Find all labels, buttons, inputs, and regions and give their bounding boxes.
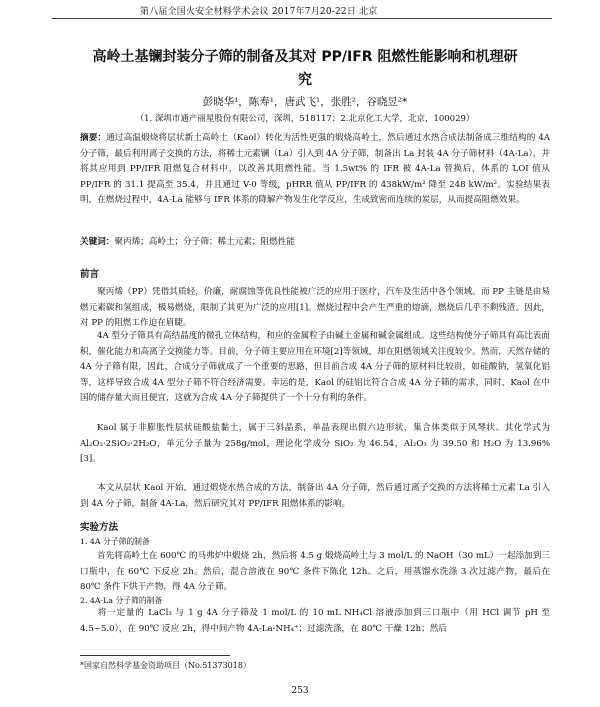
keywords-label: 关键词：: [80, 237, 115, 247]
keywords: [80, 235, 550, 247]
header-rule: [52, 18, 552, 19]
method-subheading-1: 1. 4A 分子筛的制备: [80, 537, 150, 546]
abstract: [80, 131, 550, 209]
intro-paragraph-1: 聚丙烯（PP）凭借其质轻，价廉，耐腐蚀等优良性能被广泛的应用于医疗，汽车及生活中各个领域。而 PP 主链是由易燃元素碳和氢组成，极易燃烧，限制了其更为广泛的应用[1]。燃烧过程中会产生严重的熔滴，燃烧后几乎不剩残渣。因此，对 PP 的阻燃工作迫在眉睫。: [80, 287, 550, 329]
intro-paragraph-2: 4A 型分子筛具有高结晶度的微孔立体结构，和应的金属粒子由碱土金属和碱金属组成。这些结构使分子筛具有高比表面积，催化能力和高离子交换能力等。目前，分子筛主要应用在环境[2]等领域，却在阻燃领域关注度较少。然而，天然存储的 4A 分子筛有限，因此，合成分子筛就成了一个重要的思路，但目前合成 4A 分子筛的原材料比较贵，如硅酸钠，氢氧化铝等，这样导致合成 4A 型分子筛不符合经济需要。幸运的是，Kaol 的硅铝比符合合成 4A 分子筛的需求，同时，Kaol 在中国的储存量大而且便宜，这就为合成 4A 分子筛提供了一个十分有利的条件。: [80, 331, 550, 404]
footnote: *国家自然科学基金资助项目（No.51373018）: [80, 661, 251, 670]
abstract-label: 摘要：: [80, 133, 107, 143]
keywords-text: 聚丙烯；高岭土；分子筛；稀土元素；阻燃性能: [114, 237, 295, 247]
abstract-text: 通过高温煅烧将层状新土高岭土（Kaol）转化为活性更强的煅烧高岭土，然后通过水热合成法制备成三维结构的 4A 分子筛，最后利用离子交换的方法，将稀土元素镧（La）引入到 4A 分子筛，制备出 La 封装 4A 分子筛材料（4A-La），并将其应用到 PP/IFR 阻燃复合材料中，以改善其阻燃性能。当 1.5wt% 的 IFR 被 4A-La 替换后，体系的 LOI 值从 PP/IFR 的 31.1 提高至 35.4，并且通过 V-0 等级，pHRR 值从 PP/IFR 的 438kW/m² 降至 248 kW/m²。实验结果表明，在燃烧过程中，4A-La 能够与 IFR 体系的降解产物发生化学反应，生成致密而连续的炭层，从而提高阻燃效果。: [80, 133, 550, 206]
title-line-2: 究: [298, 72, 312, 88]
page-number: 253: [291, 686, 309, 696]
paper-title: [60, 46, 550, 92]
footnote-rule: [80, 655, 230, 656]
authors: 彭晓华¹，陈寿¹，唐武飞¹，张胜²，谷晓昱²*: [202, 96, 408, 108]
method-paragraph-1: 首先将高岭土在 600℃ 的马弗炉中煅烧 2h，然后将 4.5 g 煅烧高岭土与 3 mol/L 的 NaOH（30 mL）一起添加到三口瓶中，在 60℃ 下反应 2h。然后，混合溶液在 90℃ 条件下陈化 12h。之后，用蒸馏水洗涤 3 次过滤产物，最后在 80℃ 条件下烘干产物，得 4A 分子筛。: [80, 551, 550, 593]
running-header: 第八届全国火安全材料学术会议 2017年7月20-22日 北京: [140, 7, 378, 17]
method-paragraph-2: 将一定量的 LaCl₃ 与 1 g 4A 分子筛及 1 mol/L 的 10 mL NH₄Cl 溶液添加到三口瓶中（用 HCl 调节 pH 至 4.5~5.0），在 90℃ 反应 2h，得中间产物 4A-La-NH₄⁺；过滤洗涤，在 80℃ 干燥 12h；然后: [80, 608, 550, 634]
method-heading: 实验方法: [80, 522, 119, 533]
affiliation: （1. 深圳市通产丽星股份有限公司，深圳，518117；2.北京化工大学，北京，100029）: [135, 114, 475, 124]
intro-heading: 前言: [80, 269, 100, 280]
method-subheading-2: 2. 4A-La 分子筛的制备: [80, 596, 163, 605]
intro-paragraph-3: Kaol 属于非膨胀性层状硅酸盐黏土，属于三斜晶系，单晶表现出假六边形状，集合体类似于风琴状。其化学式为 Al₂O₃·2SiO₂·2H₂O，单元分子量为 258g/mol，理论化学成分 SiO₂ 为 46.54，Al₂O₃ 为 39.50 和 H₂O 为 13.96%[3]。: [80, 423, 550, 465]
title-line-1: 高岭土基镧封装分子筛的制备及其对 PP/IFR 阻燃性能影响和机理研: [92, 49, 518, 65]
intro-paragraph-4: 本文从层状 Kaol 开始，通过煅烧水热合成的方法，制备出 4A 分子筛，然后通过离子交换的方法将稀土元素 La 引入到 4A 分子筛，制备 4A-La，然后研究其对 PP/IFR 阻燃体系的影响。: [80, 483, 550, 509]
